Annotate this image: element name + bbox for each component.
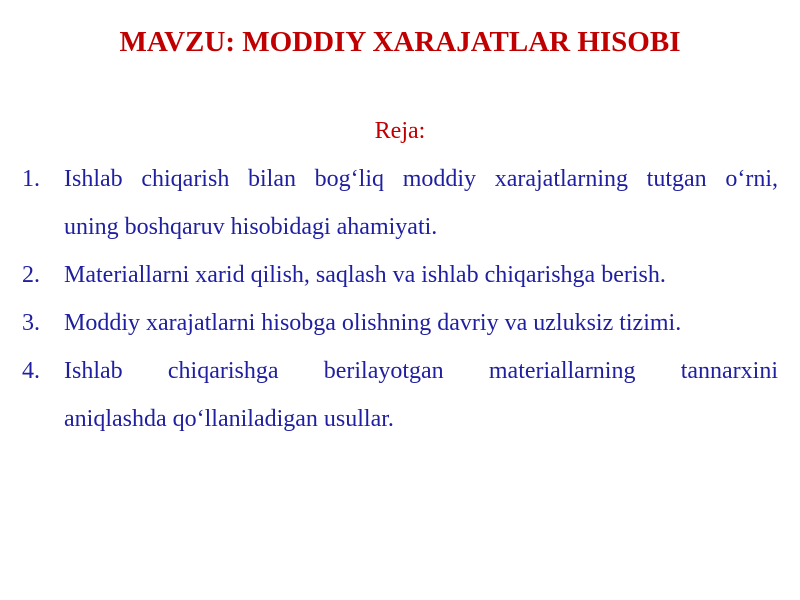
plan-item-number: 1. bbox=[22, 166, 40, 192]
plan-item-1 bbox=[22, 155, 778, 251]
plan-item-text-line: aniqlashda qo‘llaniladigan usullar. bbox=[64, 406, 394, 432]
plan-item-2 bbox=[22, 251, 778, 299]
plan-item-number: 2. bbox=[22, 262, 40, 288]
plan-item-text-line: Ishlab chiqarish bilan bog‘liq moddiy xarajatlarning tutgan o‘rni, bbox=[64, 166, 778, 192]
plan-item-number: 4. bbox=[22, 358, 40, 384]
plan-item-text: Materiallarni xarid qilish, saqlash va ishlab chiqarishga berish. bbox=[64, 262, 666, 288]
plan-heading: Reja: bbox=[374, 118, 426, 144]
slide-title: MAVZU: MODDIY XARAJATLAR HISOBI bbox=[119, 26, 681, 58]
plan-list bbox=[22, 155, 778, 443]
plan-item-text-line: uning boshqaruv hisobidagi ahamiyati. bbox=[64, 214, 438, 240]
plan-item-text-line: Ishlab chiqarishga berilayotgan materiallarning tannarxini bbox=[64, 358, 778, 384]
plan-item-number: 3. bbox=[22, 310, 40, 336]
plan-item-3 bbox=[22, 299, 778, 347]
plan-item-text: Moddiy xarajatlarni hisobga olishning davriy va uzluksiz tizimi. bbox=[64, 310, 682, 336]
plan-item-4 bbox=[22, 347, 778, 443]
